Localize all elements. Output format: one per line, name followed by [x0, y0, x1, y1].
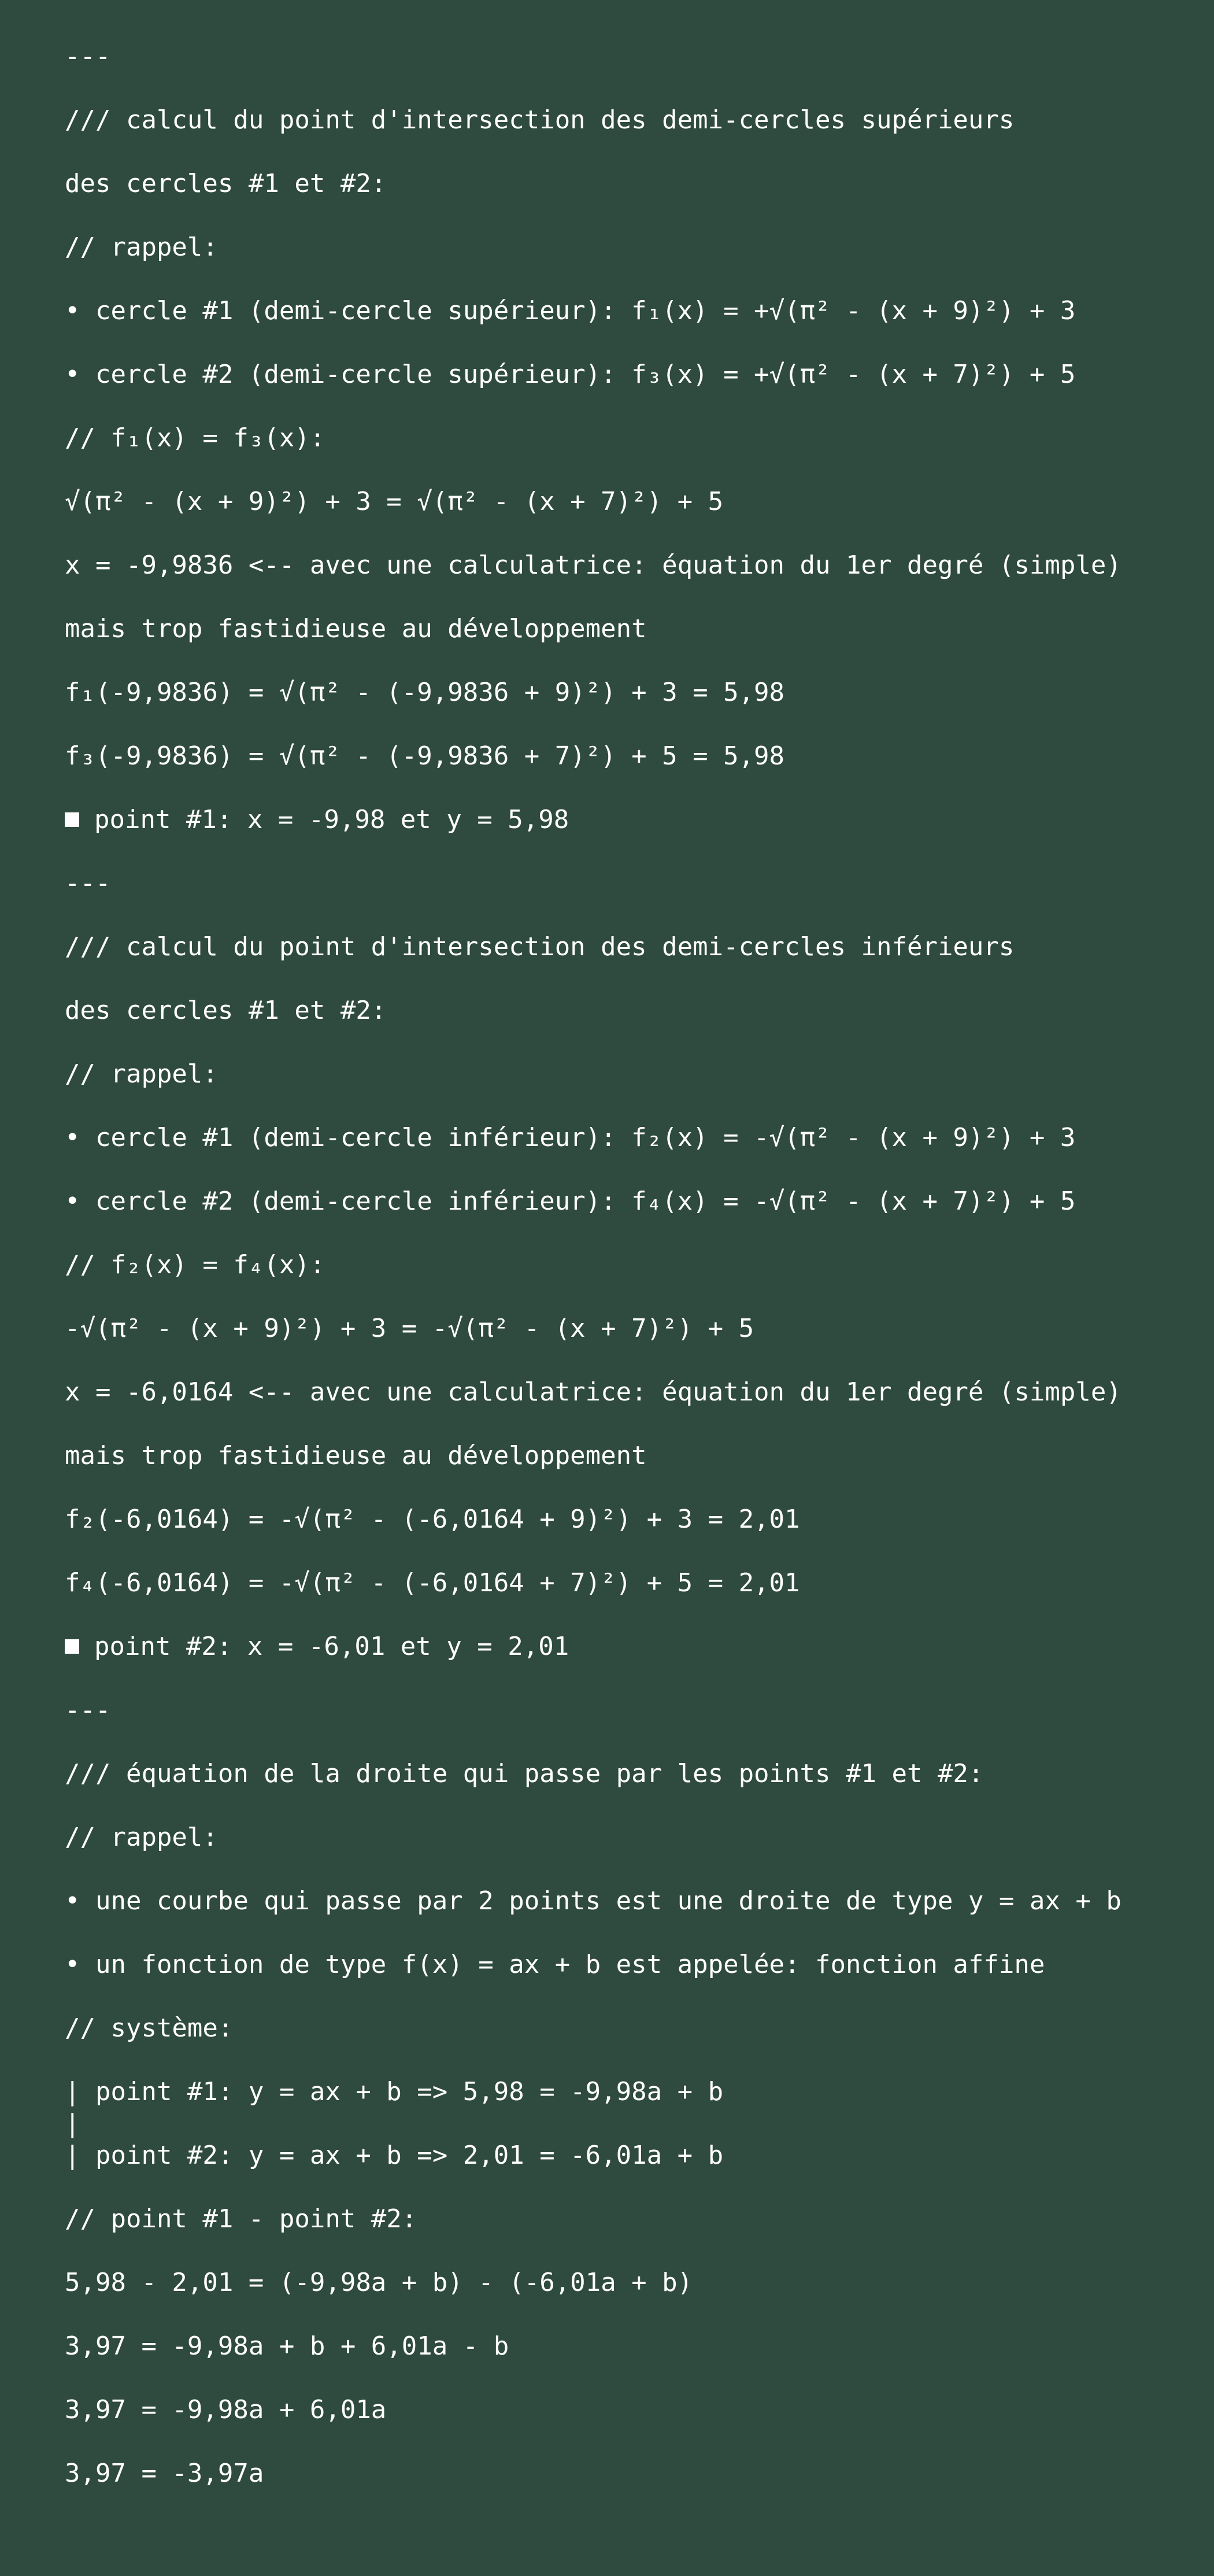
section-2-heading-continued: des cercles #1 et #2:: [65, 996, 387, 1025]
subtraction-step-4: 3,97 = -3,97a: [65, 2459, 264, 2488]
reminder-comment: // rappel:: [65, 1059, 218, 1089]
separator-line: ---: [65, 868, 111, 898]
reminder-comment: // rappel:: [65, 232, 218, 262]
bullet-affine-definition: • un fonction de type f(x) = ax + b est appelée: fonction affine: [65, 1950, 1045, 1979]
system-line-point-1: | point #1: y = ax + b => 5,98 = -9,98a + b: [65, 2077, 724, 2106]
square-bullet-icon: [65, 812, 79, 827]
bullet-circle-1-upper: • cercle #1 (demi-cercle supérieur): f₁(x) = +√(π² - (x + 9)²) + 3: [65, 296, 1076, 326]
section-1-heading-continued: des cercles #1 et #2:: [65, 169, 387, 198]
point-1-result: [65, 804, 1214, 836]
evaluation-f3: f₃(-9,9836) = √(π² - (-9,9836 + 7)²) + 5 = 5,98: [65, 741, 785, 771]
solution-line: x = -9,9836 <-- avec une calculatrice: équation du 1er degré (simple): [65, 550, 1122, 580]
bullet-circle-2-upper: • cercle #2 (demi-cercle supérieur): f₃(x) = +√(π² - (x + 7)²) + 5: [65, 360, 1076, 389]
reminder-comment: // rappel:: [65, 1823, 218, 1852]
evaluation-f4: f₄(-6,0164) = -√(π² - (-6,0164 + 7)²) + 5 = 2,01: [65, 1568, 800, 1598]
equation-line: √(π² - (x + 9)²) + 3 = √(π² - (x + 7)²) + 5: [65, 487, 724, 516]
evaluation-f1: f₁(-9,9836) = √(π² - (-9,9836 + 9)²) + 3 = 5,98: [65, 678, 785, 707]
equality-comment: // f₂(x) = f₄(x):: [65, 1250, 325, 1280]
solution-line: x = -6,0164 <-- avec une calculatrice: équation du 1er degré (simple): [65, 1377, 1122, 1407]
point-2-text: point #2: x = -6,01 et y = 2,01: [94, 1632, 569, 1661]
section-3-heading: /// équation de la droite qui passe par les points #1 et #2:: [65, 1759, 984, 1788]
section-1-heading: /// calcul du point d'intersection des demi-cercles supérieurs: [65, 105, 1015, 135]
separator-line: ---: [65, 1695, 111, 1725]
bullet-circle-1-lower: • cercle #1 (demi-cercle inférieur): f₂(x) = -√(π² - (x + 9)²) + 3: [65, 1123, 1076, 1152]
system-brace-line: |: [65, 2109, 80, 2138]
system-line-point-2: | point #2: y = ax + b => 2,01 = -6,01a + b: [65, 2141, 724, 2170]
point-1-text: point #1: x = -9,98 et y = 5,98: [94, 805, 569, 834]
subtraction-step-1: 5,98 - 2,01 = (-9,98a + b) - (-6,01a + b): [65, 2268, 693, 2297]
section-2-heading: /// calcul du point d'intersection des demi-cercles inférieurs: [65, 932, 1015, 962]
equality-comment: // f₁(x) = f₃(x):: [65, 423, 325, 453]
point-2-result: [65, 1631, 1214, 1662]
separator-line: ---: [65, 42, 111, 71]
bullet-line-definition: • une courbe qui passe par 2 points est une droite de type y = ax + b: [65, 1886, 1122, 1916]
square-bullet-icon: [65, 1639, 79, 1654]
equation-line: -√(π² - (x + 9)²) + 3 = -√(π² - (x + 7)²) + 5: [65, 1314, 754, 1343]
bullet-circle-2-lower: • cercle #2 (demi-cercle inférieur): f₄(x) = -√(π² - (x + 7)²) + 5: [65, 1187, 1076, 1216]
subtraction-step-3: 3,97 = -9,98a + 6,01a: [65, 2395, 387, 2425]
subtraction-comment: // point #1 - point #2:: [65, 2204, 417, 2234]
solution-note: mais trop fastidieuse au développement: [65, 614, 647, 644]
system-comment: // système:: [65, 2013, 234, 2043]
subtraction-step-2: 3,97 = -9,98a + b + 6,01a - b: [65, 2331, 509, 2361]
solution-note: mais trop fastidieuse au développement: [65, 1441, 647, 1470]
evaluation-f2: f₂(-6,0164) = -√(π² - (-6,0164 + 9)²) + 3 = 2,01: [65, 1505, 800, 1534]
